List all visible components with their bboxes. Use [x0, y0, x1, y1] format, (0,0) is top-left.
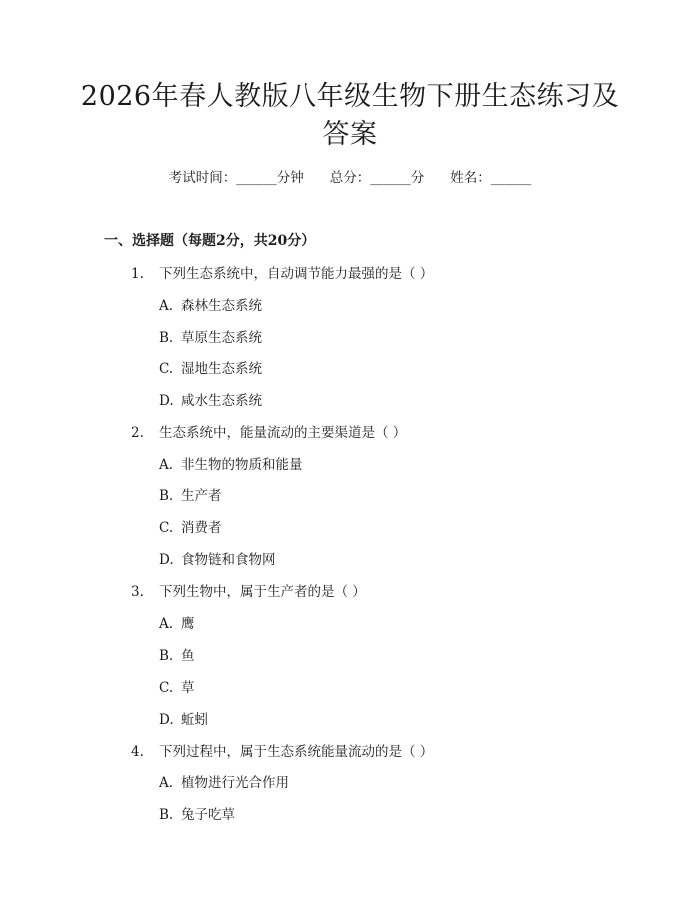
- option-letter: B.: [159, 330, 174, 346]
- option-item: [159, 708, 208, 728]
- option-item: [159, 294, 262, 314]
- option-text: 兔子吃草: [181, 807, 235, 823]
- option-letter: A.: [159, 298, 174, 314]
- option-text: 湿地生态系统: [181, 361, 262, 377]
- option-text: 消费者: [181, 520, 222, 536]
- option-letter: C.: [159, 680, 174, 696]
- document-title: [60, 78, 640, 154]
- option-item: [159, 516, 222, 536]
- option-item: [159, 548, 276, 568]
- option-item: [159, 644, 195, 664]
- question-number: 4.: [131, 744, 144, 760]
- exam-time-label: 考试时间：______分钟: [168, 170, 304, 186]
- option-text: 森林生态系统: [181, 298, 262, 314]
- option-letter: B.: [159, 648, 174, 664]
- question-number: 2.: [131, 425, 144, 441]
- option-item: [159, 803, 235, 823]
- total-score-label: 总分：______分: [329, 170, 425, 186]
- option-item: [159, 676, 195, 696]
- option-letter: D.: [159, 712, 174, 728]
- question-text: 生态系统中，能量流动的主要渠道是（ ）: [159, 425, 407, 441]
- question-4: [131, 740, 433, 760]
- option-text: 非生物的物质和能量: [181, 457, 303, 473]
- option-letter: B.: [159, 488, 174, 504]
- question-text: 下列过程中，属于生态系统能量流动的是（ ）: [159, 744, 434, 760]
- question-3: [131, 580, 366, 600]
- question-text: 下列生物中，属于生产者的是（ ）: [159, 584, 366, 600]
- option-text: 生产者: [181, 488, 222, 504]
- document-title-line-2: 答案: [322, 119, 378, 150]
- option-item: [159, 612, 195, 632]
- option-letter: D.: [159, 393, 174, 409]
- option-letter: A.: [159, 616, 174, 632]
- option-text: 鹰: [181, 616, 195, 632]
- option-text: 草原生态系统: [181, 330, 262, 346]
- option-text: 草: [181, 680, 195, 696]
- option-item: [159, 357, 262, 377]
- option-text: 植物进行光合作用: [181, 775, 289, 791]
- option-letter: B.: [159, 807, 174, 823]
- question-2: [131, 421, 406, 441]
- student-name-label: 姓名：______: [450, 170, 532, 186]
- option-letter: D.: [159, 552, 174, 568]
- option-item: [159, 326, 262, 346]
- question-number: 3.: [131, 584, 144, 600]
- question-text: 下列生态系统中，自动调节能力最强的是（ ）: [159, 266, 434, 282]
- option-text: 咸水生态系统: [181, 393, 262, 409]
- option-letter: A.: [159, 775, 174, 791]
- option-item: [159, 389, 262, 409]
- question-1: [131, 262, 433, 282]
- option-text: 蚯蚓: [181, 712, 208, 728]
- option-item: [159, 484, 222, 504]
- question-number: 1.: [131, 266, 144, 282]
- option-item: [159, 771, 289, 791]
- option-letter: C.: [159, 520, 174, 536]
- option-text: 鱼: [181, 648, 195, 664]
- document-title-line-1: 2026年春人教版八年级生物下册生态练习及: [80, 81, 620, 112]
- exam-meta: [0, 166, 700, 186]
- option-text: 食物链和食物网: [181, 552, 276, 568]
- option-item: [159, 453, 303, 473]
- option-letter: C.: [159, 361, 174, 377]
- option-letter: A.: [159, 457, 174, 473]
- section-heading: 一、选择题（每题2分，共20分）: [104, 233, 316, 249]
